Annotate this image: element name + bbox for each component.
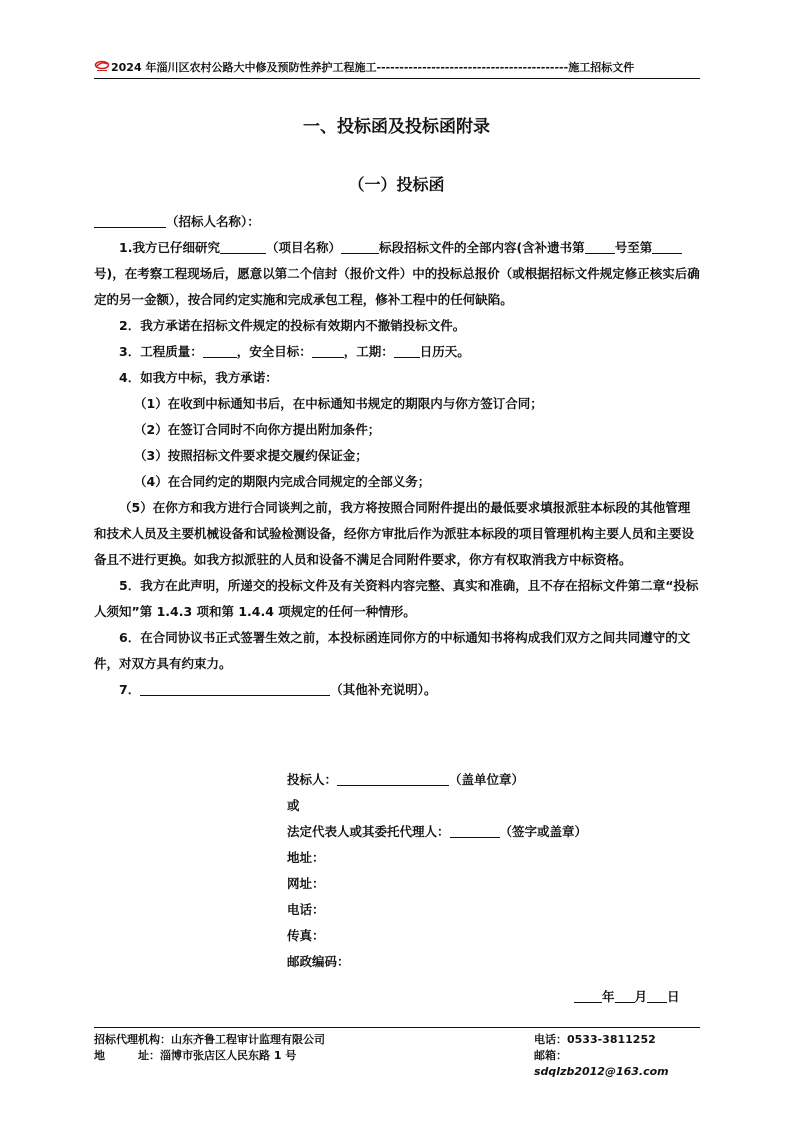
address-line: 地址： bbox=[287, 850, 325, 865]
blank-field bbox=[450, 823, 500, 838]
blank-field bbox=[394, 343, 420, 358]
letter-body bbox=[94, 209, 700, 703]
blank-field bbox=[140, 681, 330, 696]
header-text: 2024 年淄川区农村公路大中修及预防性养护工程施工------------------------------------------施工招标文件 bbox=[111, 61, 635, 74]
footer-phone: 电话：0533-3811252 bbox=[534, 1033, 656, 1046]
blank-field bbox=[337, 771, 449, 786]
subsection-title: （一）投标函 bbox=[348, 175, 445, 194]
commitment-item: （2）在签订合同时不向你方提出附加条件； bbox=[134, 422, 381, 437]
blank-field bbox=[341, 239, 379, 254]
fax-line: 传真： bbox=[287, 928, 325, 943]
company-logo-icon bbox=[94, 60, 110, 72]
paragraph-6: 6．在合同协议书正式签署生效之前，本投标函连同你方的中标通知书将构成我们双方之间共同遵守的文件，对双方具有约束力。 bbox=[94, 630, 691, 671]
blank-field bbox=[94, 213, 166, 228]
paragraph-1: 1.我方已仔细研究 （项目名称） 标段招标文件的全部内容(含补遗书第 号至第号)，在考察工程现场后，愿意以第二个信封（报价文件）中的投标总报价（或根据招标文件规定修正核实后确定的另一金额），按合同约定实施和完成承包工程，修补工程中的任何缺陷。 bbox=[94, 240, 700, 307]
page-footer bbox=[94, 1027, 700, 1080]
paragraph-7: 7． （其他补充说明）。 bbox=[119, 682, 437, 697]
blank-field bbox=[312, 343, 344, 358]
section-title: 一、投标函及投标函附录 bbox=[303, 117, 490, 137]
paragraph-2: 2．我方承诺在招标文件规定的投标有效期内不撤销投标文件。 bbox=[119, 318, 466, 333]
paragraph-4: 4．如我方中标，我方承诺： bbox=[119, 370, 278, 385]
commitment-item: （3）按照招标文件要求提交履约保证金； bbox=[134, 448, 368, 463]
footer-email: 邮箱：sdqlzb2012@163.com bbox=[534, 1049, 669, 1078]
addressee-line: （招标人名称）： bbox=[94, 209, 700, 235]
paragraph-5: 5．我方在此声明，所递交的投标文件及有关资料内容完整、真实和准确，且不存在招标文件第二章“投标人须知”第 1.4.3 项和第 1.4.4 项规定的任何一种情形。 bbox=[94, 578, 699, 619]
paragraph-3: 3．工程质量： ，安全目标： ，工期： 日历天。 bbox=[119, 344, 470, 359]
page-header bbox=[94, 60, 700, 79]
blank-field bbox=[203, 343, 237, 358]
signature-block bbox=[287, 767, 587, 975]
or-line: 或 bbox=[287, 798, 300, 813]
bidder-line: 投标人： （盖单位章） bbox=[287, 772, 525, 787]
commitment-item: （4）在合同约定的期限内完成合同规定的全部义务； bbox=[134, 474, 431, 489]
commitment-item-5: （5）在你方和我方进行合同谈判之前，我方将按照合同附件提出的最低要求填报派驻本标段的其他管理和技术人员及主要机械设备和试验检测设备，经你方审批后作为派驻本标段的项目管理机构主要人员和主要设备且不进行更换。如我方拟派驻的人员和设备不满足合同附件要求，你方有权取消我方中标资格。 bbox=[94, 500, 695, 567]
footer-address: 地 址：淄博市张店区人民东路 1 号 bbox=[94, 1049, 297, 1062]
blank-field bbox=[652, 239, 682, 254]
footer-agency: 招标代理机构：山东齐鲁工程审计监理有限公司 bbox=[94, 1033, 325, 1046]
representative-line: 法定代表人或其委托代理人： （签字或盖章） bbox=[287, 824, 588, 839]
commitment-item: （1）在收到中标通知书后，在中标通知书规定的期限内与你方签订合同； bbox=[134, 396, 543, 411]
date-line: 年 月 日 bbox=[574, 987, 680, 1005]
blank-field bbox=[585, 239, 615, 254]
blank-field bbox=[220, 239, 266, 254]
postcode-line: 邮政编码： bbox=[287, 954, 350, 969]
phone-line: 电话： bbox=[287, 902, 325, 917]
website-line: 网址： bbox=[287, 876, 325, 891]
